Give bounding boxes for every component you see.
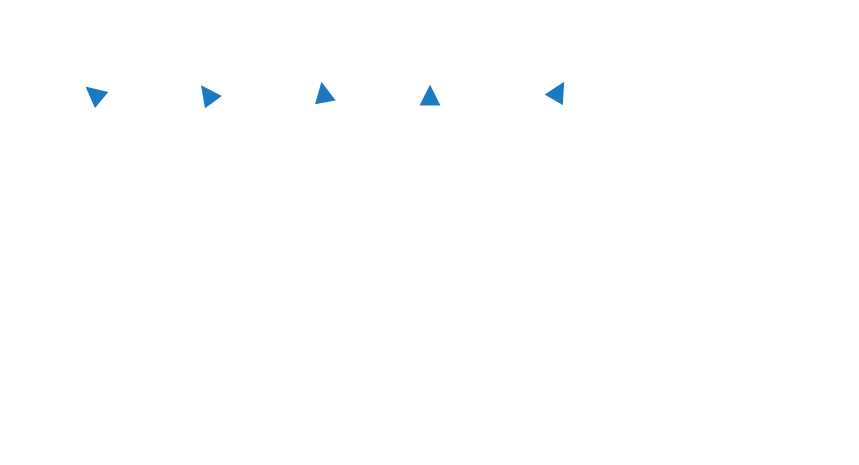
arrow-culture-recreation: [92, 92, 128, 122]
arrow-economic-vitality: [206, 92, 228, 122]
influence-arrows: [0, 78, 859, 128]
arrow-effective-transportation: [323, 90, 329, 122]
arrow-safe-secure-community: [541, 89, 560, 122]
